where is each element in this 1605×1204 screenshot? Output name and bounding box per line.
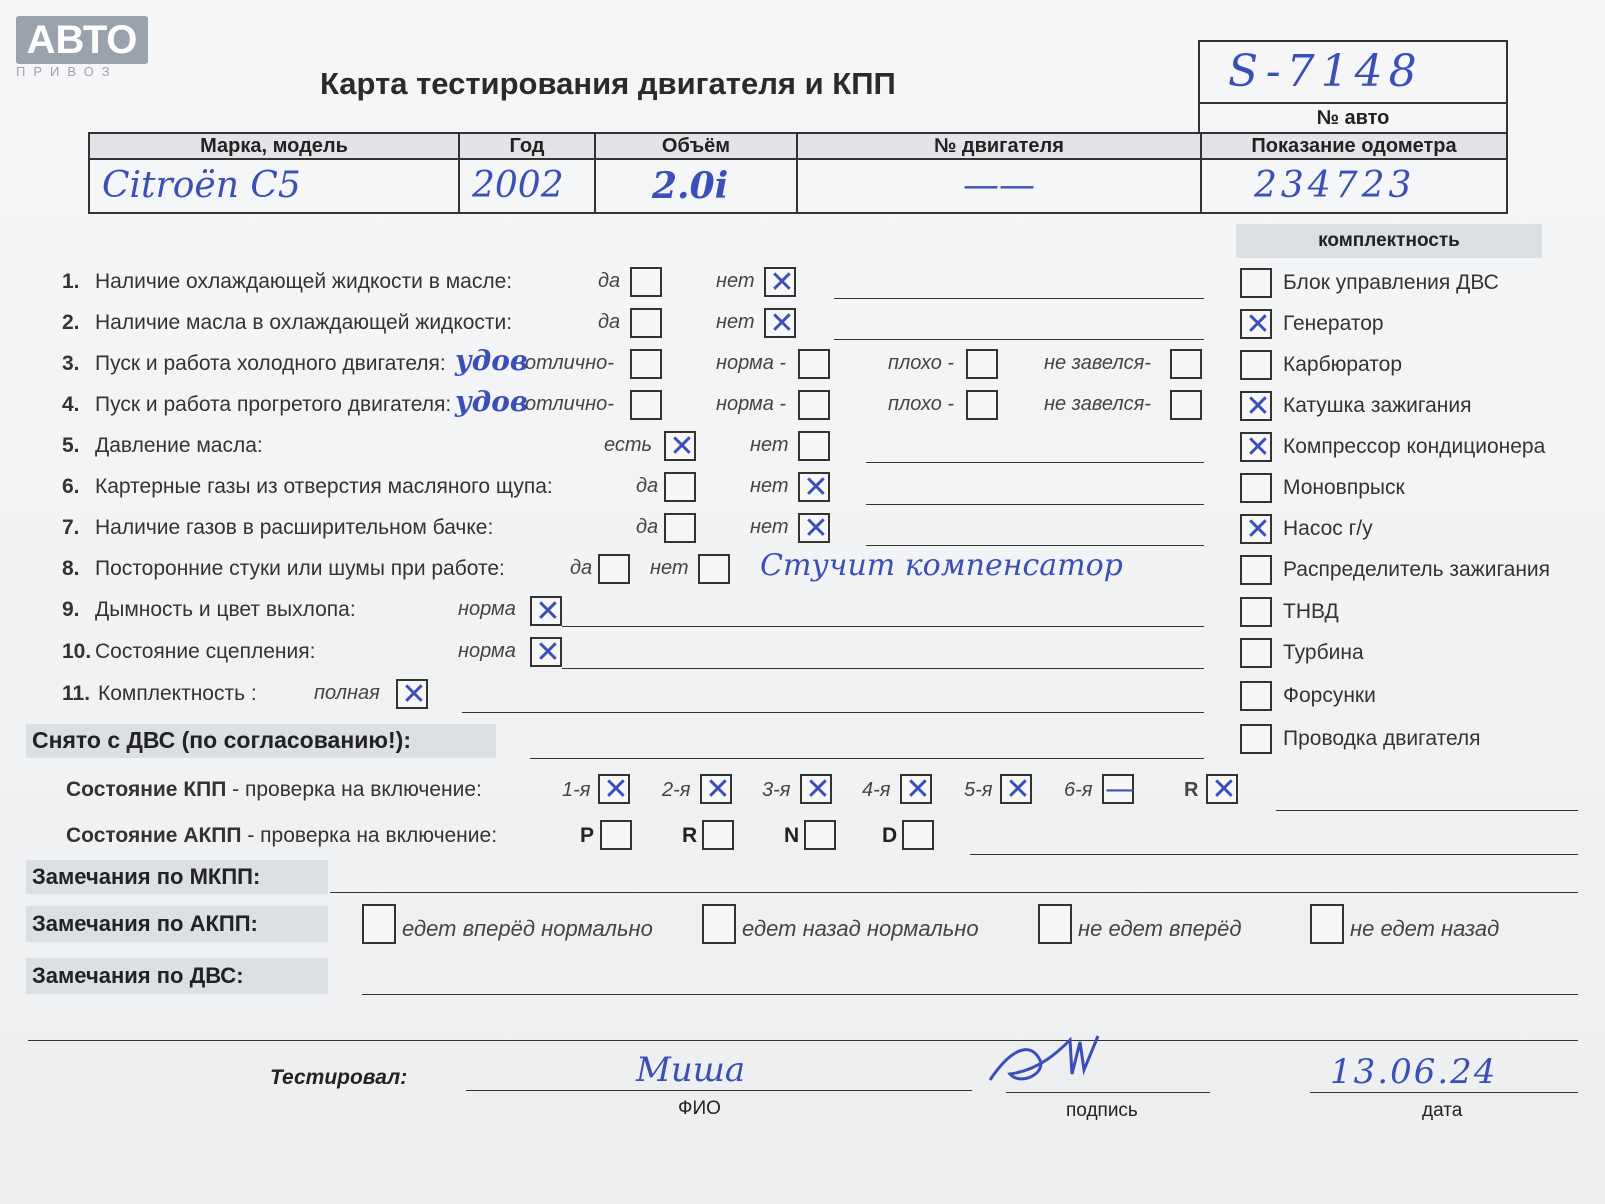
clutch-normal-checkbox[interactable] — [530, 635, 562, 670]
completeness-item-checkbox[interactable] — [1240, 350, 1272, 380]
check-mark-icon: ✕ — [1245, 430, 1271, 465]
crankcase-gases-no-checkbox[interactable] — [798, 470, 830, 505]
akpp-mode-checkbox[interactable] — [702, 820, 734, 850]
noises-note: Стучит компенсатор — [760, 548, 1123, 583]
odometer-label: Показание одометра — [1200, 132, 1508, 160]
akpp-mode-checkbox[interactable] — [902, 820, 934, 850]
crankcase-gases-yes-checkbox[interactable] — [664, 472, 696, 502]
engine-number-label: № двигателя — [796, 132, 1202, 160]
notes-line — [562, 626, 1204, 627]
notes-line — [462, 712, 1204, 713]
akpp-label-rest: - проверка на включение: — [241, 824, 498, 847]
coolant-in-oil-yes-checkbox[interactable] — [630, 267, 662, 297]
signature-line — [1006, 1092, 1210, 1093]
gear-checkbox[interactable] — [800, 772, 832, 807]
akpp-remark-option: не едет назад — [1350, 916, 1500, 941]
noises-yes-checkbox[interactable] — [598, 554, 630, 584]
option-normal: норма — [458, 598, 516, 620]
completeness-item-label: Компрессор кондиционера — [1283, 435, 1546, 458]
make-value: Citroën C5 — [88, 158, 460, 214]
option-excellent: отлично- — [525, 352, 614, 374]
check-mark-icon: ✕ — [401, 677, 427, 712]
check-mark-icon: ✕ — [603, 772, 629, 807]
volume-value: 2.0i — [594, 158, 798, 214]
notes-line — [834, 339, 1204, 340]
check-mark-icon: ✕ — [769, 306, 795, 341]
completeness-item-checkbox[interactable] — [1240, 389, 1272, 424]
engine-number-value: —— — [796, 158, 1202, 214]
form-title: Карта тестирования двигателя и КПП — [320, 66, 896, 101]
noises-label: Посторонние стуки или шумы при работе: — [95, 557, 505, 580]
completeness-item-checkbox[interactable] — [1240, 473, 1272, 503]
option-full: полная — [314, 682, 380, 704]
check-mark-icon: ✕ — [1211, 772, 1237, 807]
completeness-item-label: Распределитель зажигания — [1283, 558, 1551, 581]
completeness-title: комплектность — [1318, 230, 1460, 251]
dvs-remarks-label: Замечания по ДВС: — [32, 963, 244, 988]
row-number: 11. — [62, 682, 91, 705]
gear-checkbox[interactable] — [1000, 772, 1032, 807]
option-not-started: не завелся- — [1044, 393, 1151, 415]
odometer-value: 234723 — [1200, 158, 1508, 214]
gear-label: 3-я — [762, 779, 791, 801]
cold-start-bad-checkbox[interactable] — [966, 349, 998, 379]
warm-start-normal-checkbox[interactable] — [798, 390, 830, 420]
gear-label: 1-я — [562, 779, 591, 801]
check-mark-icon: ✕ — [1245, 512, 1271, 547]
gear-label: 6-я — [1064, 779, 1093, 801]
option-excellent: отлично- — [525, 393, 614, 415]
make-label: Марка, модель — [88, 132, 460, 160]
check-mark-icon: ✕ — [803, 511, 829, 546]
coolant-in-oil-label: Наличие охлаждающей жидкости в масле: — [95, 270, 513, 293]
completeness-check-label: Комплектность : — [98, 682, 257, 705]
akpp-remark-checkbox[interactable] — [702, 904, 736, 944]
notes-line — [866, 545, 1204, 546]
kpp-label-bold: Состояние КПП — [66, 778, 227, 801]
row-number: 2. — [62, 311, 80, 334]
completeness-item-label: Турбина — [1283, 641, 1364, 664]
warm-start-label: Пуск и работа прогретого двигателя: — [95, 393, 452, 416]
completeness-item-checkbox[interactable] — [1240, 638, 1272, 668]
completeness-item-label: Блок управления ДВС — [1283, 271, 1499, 294]
car-number-label: № авто — [1198, 102, 1508, 134]
year-label: Год — [458, 132, 596, 160]
oil-in-coolant-label: Наличие масла в охлаждающей жидкости: — [95, 311, 513, 334]
oil-in-coolant-no-checkbox[interactable] — [764, 306, 796, 341]
akpp-mode-label: P — [580, 824, 595, 847]
completeness-item-label: Форсунки — [1283, 684, 1376, 707]
completeness-item-checkbox[interactable] — [1240, 597, 1272, 627]
exhaust-normal-checkbox[interactable] — [530, 594, 562, 629]
akpp-remark-option: едет вперёд нормально — [402, 916, 653, 941]
notes-line — [834, 298, 1204, 299]
completeness-item-checkbox[interactable] — [1240, 555, 1272, 585]
completeness-item-label: Моновпрыск — [1283, 476, 1405, 499]
expansion-tank-gases-no-checkbox[interactable] — [798, 511, 830, 546]
completeness-item-label: Генератор — [1283, 312, 1384, 335]
kpp-label-rest: - проверка на включение: — [226, 778, 482, 801]
akpp-mode-label: R — [682, 824, 698, 847]
akpp-remark-checkbox[interactable] — [1038, 904, 1072, 944]
row-number: 3. — [62, 352, 80, 375]
akpp-notes-line — [970, 854, 1578, 855]
kpp-label — [66, 778, 482, 802]
completeness-item-label: Карбюратор — [1283, 353, 1403, 376]
option-normal: норма — [458, 640, 516, 662]
option-no: нет — [750, 516, 789, 538]
option-present: есть — [604, 434, 653, 456]
completeness-item-checkbox[interactable] — [1240, 512, 1272, 547]
completeness-item-checkbox[interactable] — [1240, 268, 1272, 298]
exhaust-label: Дымность и цвет выхлопа: — [95, 598, 356, 621]
logo-subtitle: ПРИВОЗ — [16, 64, 118, 79]
gear-label: 4-я — [862, 779, 891, 801]
option-normal: норма - — [716, 352, 787, 374]
name-caption: ФИО — [678, 1098, 721, 1119]
warm-start-bad-checkbox[interactable] — [966, 390, 998, 420]
gear-checkbox[interactable] — [1206, 772, 1238, 807]
option-no: нет — [750, 434, 789, 456]
removed-label: Снято с ДВС (по согласованию!): — [32, 727, 411, 753]
notes-line — [562, 668, 1204, 669]
akpp-remark-option: не едет вперёд — [1078, 916, 1242, 941]
gear-checkbox[interactable] — [900, 772, 932, 807]
oil-in-coolant-yes-checkbox[interactable] — [630, 308, 662, 338]
date-value: 13.06.24 — [1330, 1052, 1498, 1092]
car-number-value: S-7148 — [1228, 46, 1423, 97]
logo: АВТО — [16, 16, 148, 64]
akpp-remarks-label: Замечания по АКПП: — [32, 911, 258, 936]
removed-line — [530, 758, 1204, 759]
signature-image — [980, 1030, 1120, 1094]
check-mark-icon: ✕ — [805, 772, 831, 807]
check-mark-icon: ✕ — [803, 470, 829, 505]
check-mark-icon: ✕ — [1005, 772, 1031, 807]
gear-label: 5-я — [964, 779, 993, 801]
tested-by-label: Тестировал: — [270, 1066, 408, 1089]
akpp-label-bold: Состояние АКПП — [66, 824, 242, 847]
oil-pressure-label: Давление масла: — [95, 434, 263, 457]
name-line — [466, 1090, 972, 1091]
option-yes: да — [598, 270, 621, 292]
akpp-mode-label: N — [784, 824, 800, 847]
car-number-box — [1198, 40, 1508, 104]
row-number: 6. — [62, 475, 80, 498]
tester-name: Миша — [636, 1050, 746, 1090]
check-mark-icon: ✕ — [1245, 389, 1271, 424]
check-mark-icon: ✕ — [769, 265, 795, 300]
row-number: 5. — [62, 434, 80, 457]
check-mark-icon: ✕ — [905, 772, 931, 807]
mkpp-remarks-label: Замечания по МКПП: — [32, 864, 261, 889]
check-mark-icon: ✕ — [535, 635, 561, 670]
completeness-full-checkbox[interactable] — [396, 677, 428, 712]
cold-start-not-started-checkbox[interactable] — [1170, 349, 1202, 379]
notes-line — [866, 504, 1204, 505]
expansion-tank-gases-label: Наличие газов в расширительном бачке: — [95, 516, 494, 539]
row-number: 10. — [62, 640, 92, 663]
option-bad: плохо - — [888, 352, 955, 374]
dash-mark-icon: — — [1105, 772, 1135, 807]
akpp-remark-checkbox[interactable] — [362, 904, 396, 944]
coolant-in-oil-no-checkbox[interactable] — [764, 265, 796, 300]
completeness-item-label: Проводка двигателя — [1283, 727, 1481, 750]
option-no: нет — [716, 311, 755, 333]
date-line — [1310, 1092, 1578, 1093]
cold-start-label: Пуск и работа холодного двигателя: — [95, 352, 446, 375]
mkpp-remarks-line — [330, 892, 1578, 893]
option-yes: да — [636, 475, 659, 497]
oil-pressure-absent-checkbox[interactable] — [798, 431, 830, 461]
row-number: 4. — [62, 393, 80, 416]
row-number: 8. — [62, 557, 80, 580]
option-no: нет — [650, 557, 689, 579]
gear-checkbox[interactable] — [700, 772, 732, 807]
gear-checkbox[interactable] — [598, 772, 630, 807]
check-mark-icon: ✕ — [1245, 307, 1271, 342]
akpp-mode-checkbox[interactable] — [804, 820, 836, 850]
cold-start-normal-checkbox[interactable] — [798, 349, 830, 379]
warm-start-excellent-checkbox[interactable] — [630, 390, 662, 420]
completeness-item-checkbox[interactable] — [1240, 724, 1272, 754]
check-mark-icon: ✕ — [705, 772, 731, 807]
clutch-label: Состояние сцепления: — [95, 640, 316, 663]
dvs-remarks-line-2 — [28, 1040, 1578, 1041]
check-mark-icon: ✕ — [535, 594, 561, 629]
option-bad: плохо - — [888, 393, 955, 415]
option-normal: норма - — [716, 393, 787, 415]
oil-pressure-present-checkbox[interactable] — [664, 429, 696, 464]
noises-no-checkbox[interactable] — [698, 554, 730, 584]
cold-start-excellent-checkbox[interactable] — [630, 349, 662, 379]
completeness-item-checkbox[interactable] — [1240, 307, 1272, 342]
year-value: 2002 — [458, 158, 596, 214]
akpp-mode-checkbox[interactable] — [600, 820, 632, 850]
akpp-label — [66, 824, 497, 848]
option-yes: да — [598, 311, 621, 333]
akpp-remark-checkbox[interactable] — [1310, 904, 1344, 944]
akpp-remark-option: едет назад нормально — [742, 916, 979, 941]
gear-label: 2-я — [662, 779, 691, 801]
completeness-item-label: Катушка зажигания — [1283, 394, 1472, 417]
volume-label: Объём — [594, 132, 798, 160]
completeness-item-label: ТНВД — [1283, 600, 1339, 623]
check-mark-icon: ✕ — [669, 429, 695, 464]
option-yes: да — [636, 516, 659, 538]
dvs-remarks-line — [362, 994, 1578, 995]
gear-label: R — [1184, 779, 1199, 801]
warm-start-not-started-checkbox[interactable] — [1170, 390, 1202, 420]
gear-checkbox[interactable] — [1102, 772, 1135, 807]
option-no: нет — [750, 475, 789, 497]
date-caption: дата — [1422, 1100, 1463, 1121]
option-yes: да — [570, 557, 593, 579]
warm-start-handwritten: удов — [455, 385, 529, 418]
kpp-notes-line — [1276, 810, 1578, 811]
signature-caption: подпись — [1066, 1100, 1138, 1121]
notes-line — [866, 462, 1204, 463]
akpp-mode-label: D — [882, 824, 898, 847]
crankcase-gases-label: Картерные газы из отверстия масляного щупа: — [95, 475, 553, 498]
row-number: 9. — [62, 598, 80, 621]
completeness-item-checkbox[interactable] — [1240, 681, 1272, 711]
option-no: нет — [716, 270, 755, 292]
option-not-started: не завелся- — [1044, 352, 1151, 374]
expansion-tank-gases-yes-checkbox[interactable] — [664, 513, 696, 543]
row-number: 7. — [62, 516, 80, 539]
row-number: 1. — [62, 270, 80, 293]
completeness-item-checkbox[interactable] — [1240, 430, 1272, 465]
cold-start-handwritten: удов — [455, 344, 529, 377]
completeness-item-label: Насос г/у — [1283, 517, 1373, 540]
